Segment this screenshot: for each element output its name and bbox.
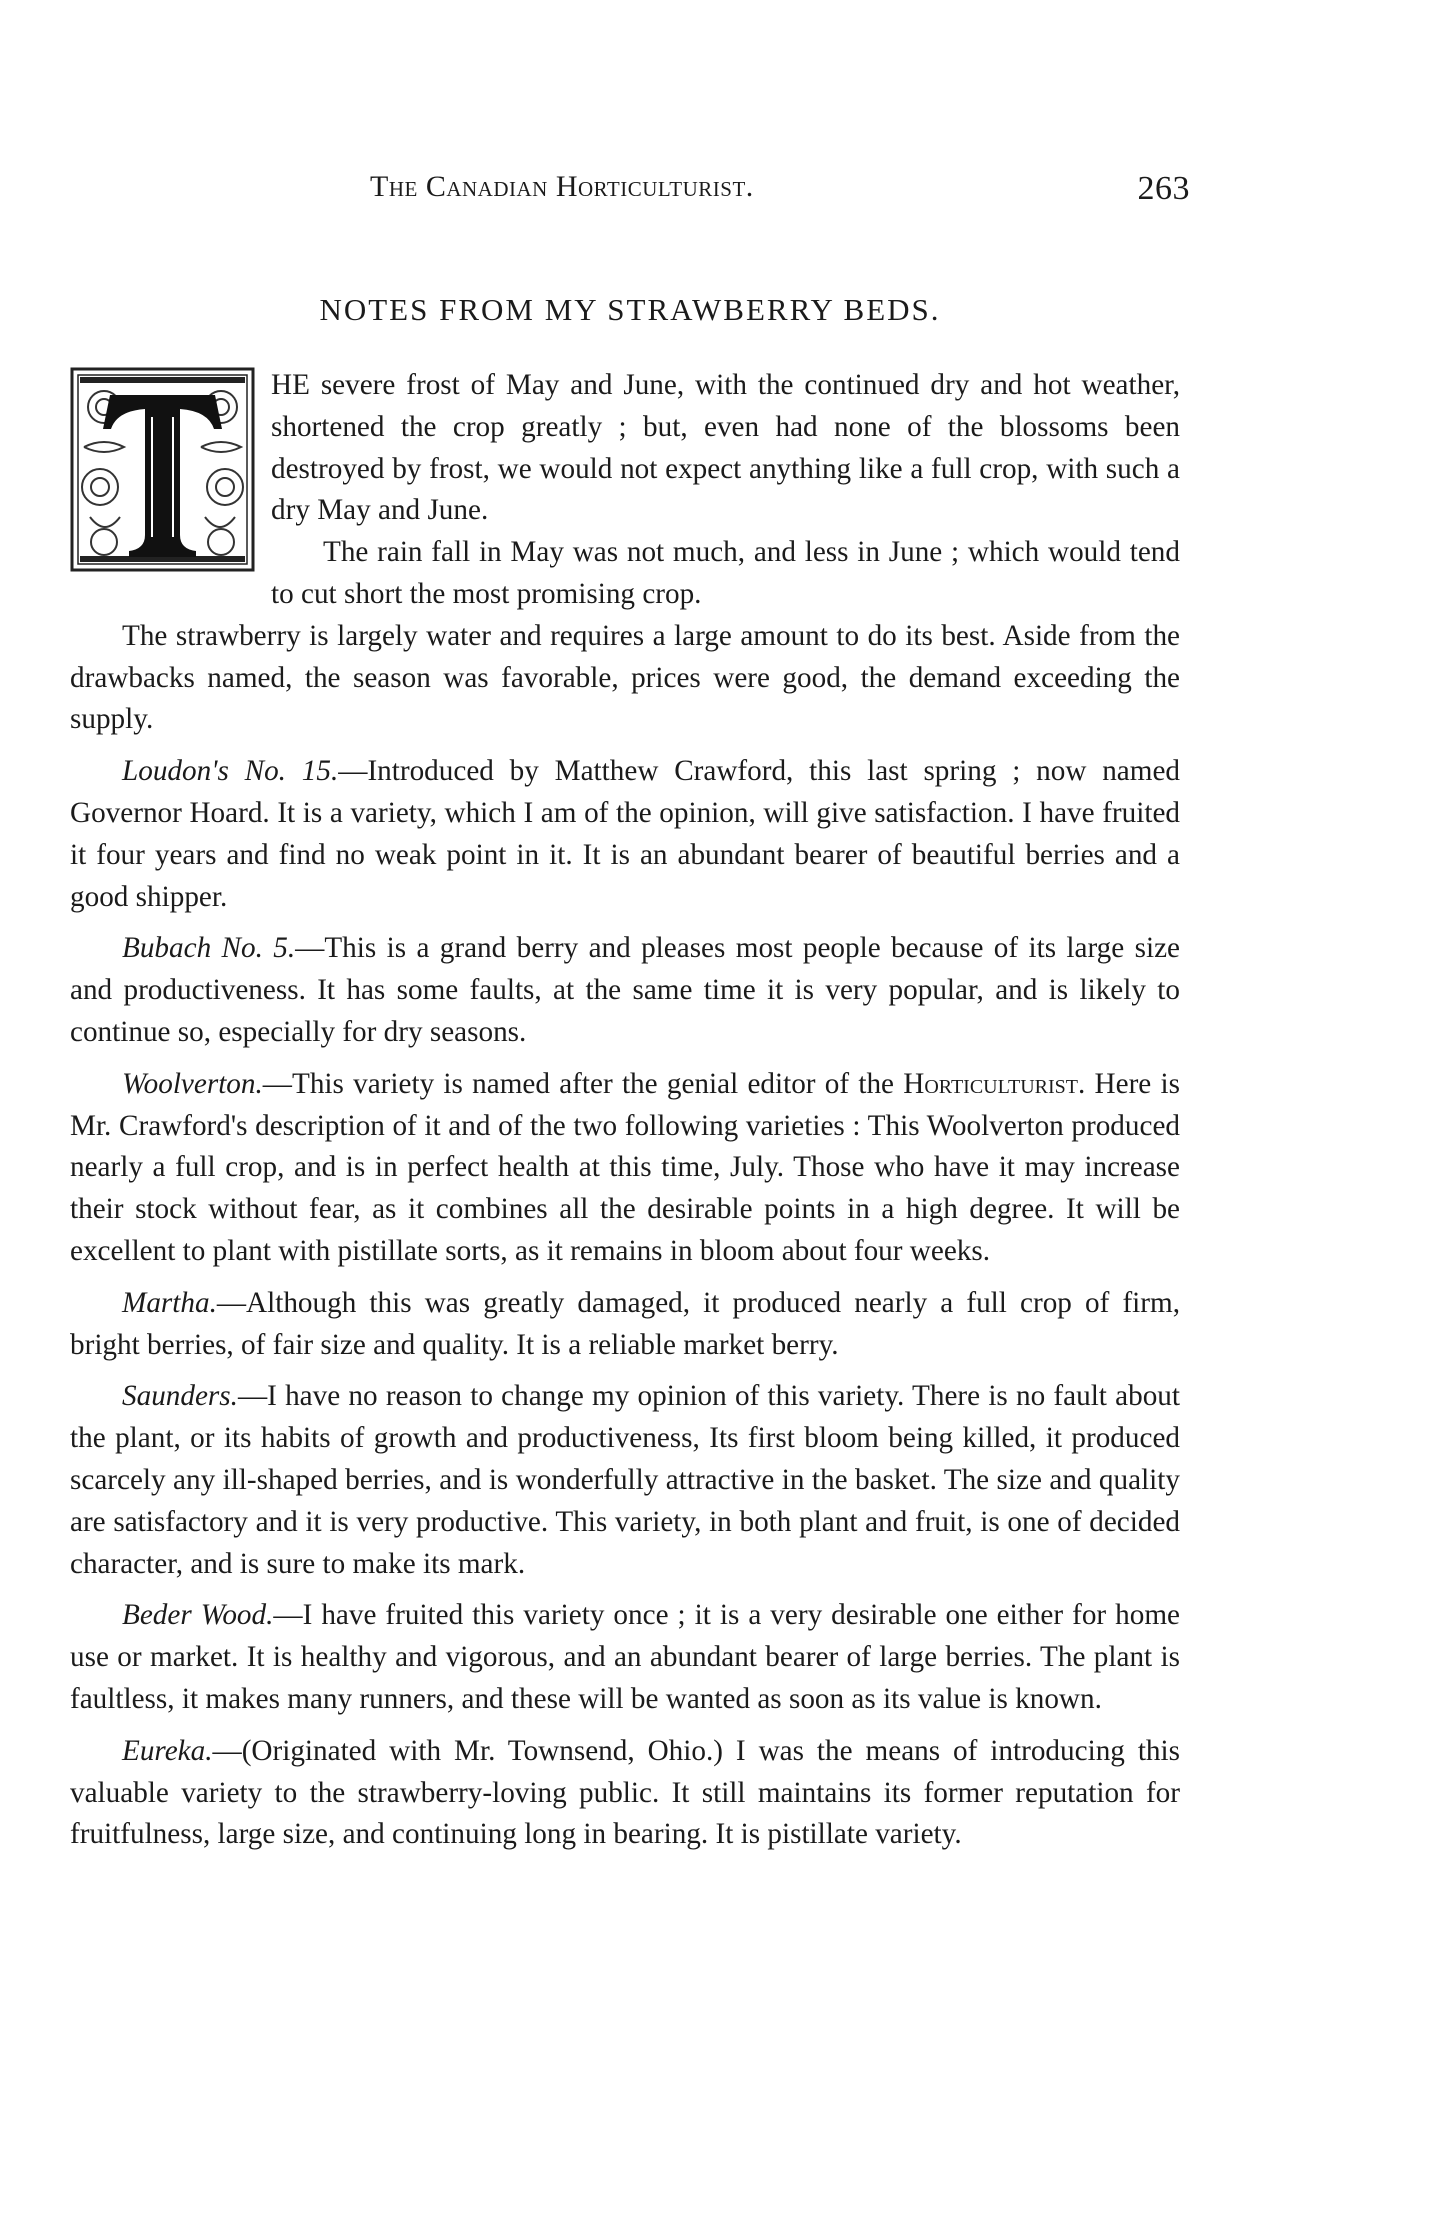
variety-text: —I have fruited this variety once ; it is a very desirable one either for home use or market. It is healthy and vigorous, and an abundant bearer of large berries. The plant is faultless, it makes many runners, and these will be wanted as soon as its value is known. bbox=[70, 1599, 1180, 1715]
variety-name: Beder Wood. bbox=[122, 1599, 274, 1632]
variety-entry-martha bbox=[70, 1283, 1180, 1367]
variety-text-continued: Here is Mr. Crawford's description of it and of the two following varieties : This Woolverton produced nearly a full crop, and is in perfect health at this time, July. Those who have it may increase their stock without fear, as it combines all the desirable points in a high degree. It will be excellent to plant with pistillate sorts, as it remains in bloom about four weeks. bbox=[70, 1067, 1180, 1267]
variety-entry-saunders bbox=[70, 1376, 1180, 1585]
running-title: The Canadian Horticulturist. bbox=[370, 170, 754, 203]
variety-entry-loudon bbox=[70, 751, 1180, 918]
variety-entry-woolverton bbox=[70, 1064, 1180, 1273]
variety-name: Bubach No. 5. bbox=[122, 932, 296, 965]
variety-text: —Although this was greatly damaged, it produced nearly a full crop of firm, bright berries, of fair size and quality. It is a reliable market berry. bbox=[70, 1286, 1180, 1361]
intro-paragraph-2: The rain fall in May was not much, and less in June ; which would tend to cut short the most promising crop. bbox=[271, 536, 1180, 610]
variety-name: Saunders. bbox=[122, 1380, 238, 1413]
variety-text: —This variety is named after the genial editor of the bbox=[262, 1067, 904, 1100]
intro-paragraph-3: The strawberry is largely water and requires a large amount to do its best. Aside from the drawbacks named, the season was favorable, prices were good, the demand exceeding the supply. bbox=[70, 619, 1180, 736]
variety-name: Eureka. bbox=[122, 1734, 213, 1767]
variety-text: —I have no reason to change my opinion of this variety. There is no fault about the plant, or its habits of growth and productiveness, Its first bloom being killed, it produced scarcely any ill-shaped berries, and is wonderfully attractive in the basket. The size and quality are satisfactory and it is very productive. This variety, in both plant and fruit, is one of decided character, and is sure to make its mark. bbox=[70, 1380, 1180, 1580]
intro-text-1: HE severe frost of May and June, with the continued dry and hot weather, shortened the crop greatly ; but, even had none of the blossoms been destroyed by frost, we would not expect anything like a full crop, with such a dry May and June. bbox=[271, 369, 1180, 527]
article-body bbox=[70, 365, 1180, 1856]
journal-name: Horticulturist. bbox=[903, 1067, 1086, 1100]
variety-text: —This is a grand berry and pleases most people because of its large size and productiveness. It has some faults, at the same time it is very popular, and is likely to continue so, especially for dry seasons. bbox=[70, 932, 1180, 1048]
variety-name: Woolverton. bbox=[122, 1067, 263, 1100]
variety-entry-eureka bbox=[70, 1731, 1180, 1856]
variety-entry-beder-wood bbox=[70, 1595, 1180, 1720]
page-number: 263 bbox=[1137, 170, 1190, 207]
decorative-drop-cap-t bbox=[70, 367, 255, 572]
article-title: NOTES FROM MY STRAWBERRY BEDS. bbox=[319, 292, 941, 327]
variety-entry-bubach bbox=[70, 928, 1180, 1053]
variety-text: —(Originated with Mr. Townsend, Ohio.) I was the means of introducing this valuable variety to the strawberry-loving public. It still maintains its former reputation for fruitfulness, large size, and continuing long in bearing. It is pistillate variety. bbox=[70, 1734, 1180, 1851]
variety-name: Martha. bbox=[122, 1286, 217, 1319]
variety-text: —Introduced by Matthew Crawford, this last spring ; now named Governor Hoard. It is a variety, which I am of the opinion, will give satisfaction. I have fruited it four years and find no weak point in it. It is an abundant bearer of beautiful berries and a good shipper. bbox=[70, 755, 1180, 913]
variety-name: Loudon's No. 15. bbox=[122, 755, 339, 788]
intro-paragraph-1 bbox=[70, 365, 1180, 532]
